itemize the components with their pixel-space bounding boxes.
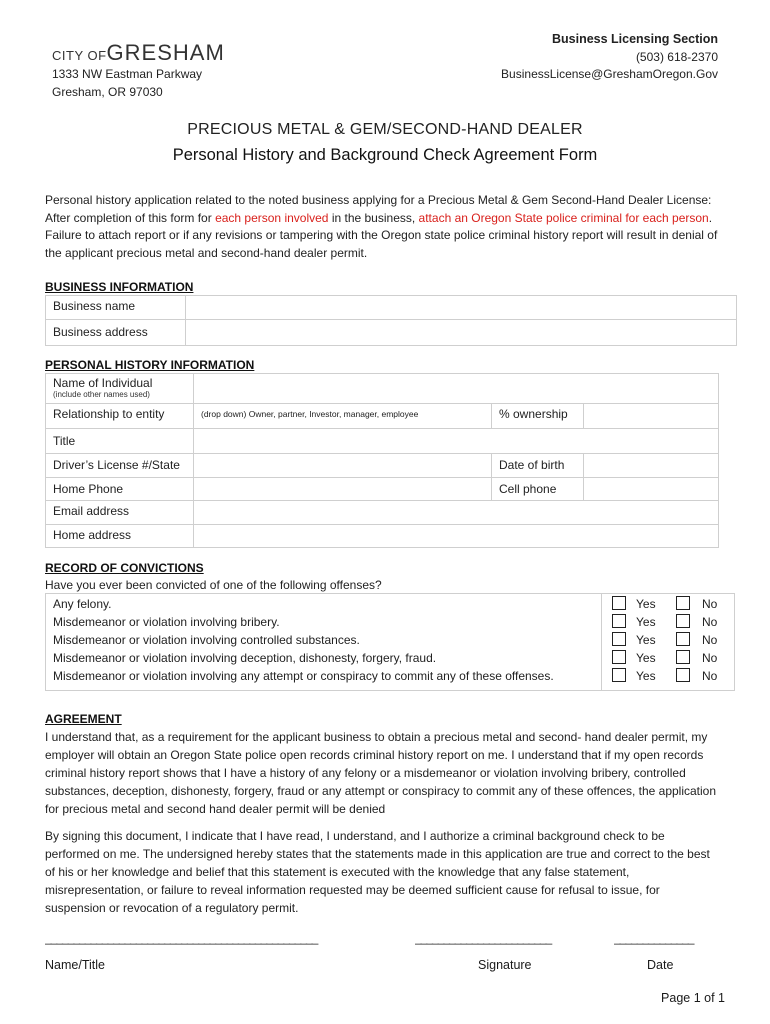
email-link[interactable]: BusinessLicense@GreshamOregon.Gov xyxy=(501,67,718,81)
conviction-row xyxy=(46,613,734,631)
ownership-label: % ownership xyxy=(492,404,584,429)
conviction-question: Any felony. xyxy=(53,597,112,611)
title-label: Title xyxy=(46,429,194,454)
home-address-field[interactable] xyxy=(194,525,719,548)
conviction-question: Misdemeanor or violation involving deception, dishonesty, forgery, fraud. xyxy=(53,651,437,665)
business-name-label: Business name xyxy=(46,296,186,320)
cell-phone-field[interactable] xyxy=(584,478,719,501)
date-line[interactable]: ______________ xyxy=(614,931,694,945)
form-title: PRECIOUS METAL & GEM/SECOND-HAND DEALER xyxy=(187,121,583,138)
title-field[interactable] xyxy=(194,429,719,454)
intro-text-1: Personal history application related to the noted business applying for a Precious Metal & Gem Second-Hand Dealer License: After completion of this form for xyxy=(45,193,712,225)
license-field[interactable] xyxy=(194,454,492,478)
city-logo xyxy=(52,40,225,66)
conviction-question: Misdemeanor or violation involving controlled substances. xyxy=(53,633,360,647)
email-field[interactable] xyxy=(194,501,719,525)
logo-prefix: CITY OF xyxy=(52,48,107,63)
address-line1: 1333 NW Eastman Parkway xyxy=(52,67,203,81)
personal-info-heading: PERSONAL HISTORY INFORMATION xyxy=(45,358,255,372)
date-label: Date xyxy=(647,958,674,972)
no-label: No xyxy=(702,669,718,683)
convictions-question: Have you ever been convicted of one of the following offenses? xyxy=(45,578,382,592)
business-info-table xyxy=(45,295,737,346)
individual-name-label: Name of Individual xyxy=(53,376,153,390)
phone: (503) 618-2370 xyxy=(635,50,718,64)
no-checkbox[interactable] xyxy=(676,614,690,628)
cell-phone-label: Cell phone xyxy=(492,478,584,501)
intro-highlight-2: attach an Oregon State police criminal for each person xyxy=(418,210,709,225)
relationship-label: Relationship to entity xyxy=(46,404,194,429)
individual-name-field[interactable] xyxy=(194,374,719,404)
business-name-field[interactable] xyxy=(186,296,737,320)
intro-paragraph xyxy=(45,192,720,262)
yes-checkbox[interactable] xyxy=(612,632,626,646)
conviction-row xyxy=(46,631,734,649)
section-title: Business Licensing Section xyxy=(551,32,718,46)
logo-name: GRESHAM xyxy=(106,40,225,65)
address-line2: Gresham, OR 97030 xyxy=(52,85,163,99)
home-phone-field[interactable] xyxy=(194,478,492,501)
license-label: Driver’s License #/State xyxy=(46,454,194,478)
relationship-dropdown[interactable] xyxy=(194,404,492,429)
signature-label: Signature xyxy=(478,958,532,972)
individual-name-note: (include other names used) xyxy=(53,390,150,399)
yes-label: Yes xyxy=(636,669,656,683)
conviction-row xyxy=(46,649,734,667)
agreement-heading: AGREEMENT xyxy=(45,712,122,726)
page-number: Page 1 of 1 xyxy=(661,991,725,1005)
yes-label: Yes xyxy=(636,633,656,647)
conviction-row xyxy=(46,595,734,613)
yes-label: Yes xyxy=(636,615,656,629)
no-label: No xyxy=(702,597,718,611)
name-title-line[interactable]: ________________________________________________ xyxy=(45,931,318,945)
convictions-box xyxy=(45,593,735,691)
business-info-heading: BUSINESS INFORMATION xyxy=(45,280,194,294)
yes-checkbox[interactable] xyxy=(612,650,626,664)
agreement-paragraph-1: I understand that, as a requirement for the applicant business to obtain a precious metal and second- hand dealer permit, my employer will obtain an Oregon State police open records criminal history report on me. I understand that if my open records criminal history report shows that I have a history of any felony or a misdemeanor or violation involving bribery, controlled substances, deception, dishonesty, forgery, fraud or any attempt or conspiracy to commit any of these offences, the application for precious metal and second hand dealer permit will be denied xyxy=(45,730,717,816)
no-checkbox[interactable] xyxy=(676,650,690,664)
dob-field[interactable] xyxy=(584,454,719,478)
no-label: No xyxy=(702,633,718,647)
name-title-label: Name/Title xyxy=(45,958,105,972)
business-address-label: Business address xyxy=(46,320,186,346)
form-subtitle: Personal History and Background Check Agreement Form xyxy=(172,146,598,164)
intro-text-3: . Failure to attach report or if any revisions or tampering with the Oregon state police criminal history report will result in denial of the applicant precious metal and second-hand dealer permit. xyxy=(45,210,718,260)
no-label: No xyxy=(702,651,718,665)
no-checkbox[interactable] xyxy=(676,632,690,646)
yes-checkbox[interactable] xyxy=(612,596,626,610)
home-phone-label: Home Phone xyxy=(46,478,194,501)
relationship-hint: (drop down) Owner, partner, Investor, manager, employee xyxy=(201,409,419,419)
conviction-question: Misdemeanor or violation involving bribery. xyxy=(53,615,280,629)
signature-line[interactable]: ________________________ xyxy=(415,931,552,945)
individual-name-cell xyxy=(46,374,194,404)
dob-label: Date of birth xyxy=(492,454,584,478)
intro-highlight-1: each person involved xyxy=(215,210,329,225)
yes-label: Yes xyxy=(636,651,656,665)
agreement-paragraph-2: By signing this document, I indicate that I have read, I understand, and I authorize a criminal background check to be performed on me. The undersigned hereby states that the statements made in this application are true and correct to the best of his or her knowledge and belief that this statement is executed with the knowledge that any false statement, misrepresentation, or failure to reveal information requested may be deemed sufficient cause for refusal to issue, for suspension or revocation of a regulatory permit. xyxy=(45,829,710,915)
no-label: No xyxy=(702,615,718,629)
ownership-field[interactable] xyxy=(584,404,719,429)
no-checkbox[interactable] xyxy=(676,668,690,682)
email-label: Email address xyxy=(46,501,194,525)
conviction-row xyxy=(46,667,734,685)
yes-checkbox[interactable] xyxy=(612,668,626,682)
no-checkbox[interactable] xyxy=(676,596,690,610)
yes-label: Yes xyxy=(636,597,656,611)
personal-info-table xyxy=(45,373,719,548)
home-address-label: Home address xyxy=(46,525,194,548)
business-address-field[interactable] xyxy=(186,320,737,346)
yes-checkbox[interactable] xyxy=(612,614,626,628)
convictions-heading: RECORD OF CONVICTIONS xyxy=(45,561,204,575)
conviction-question: Misdemeanor or violation involving any attempt or conspiracy to commit any of these offenses. xyxy=(53,669,554,683)
intro-text-2: in the business, xyxy=(328,210,419,225)
